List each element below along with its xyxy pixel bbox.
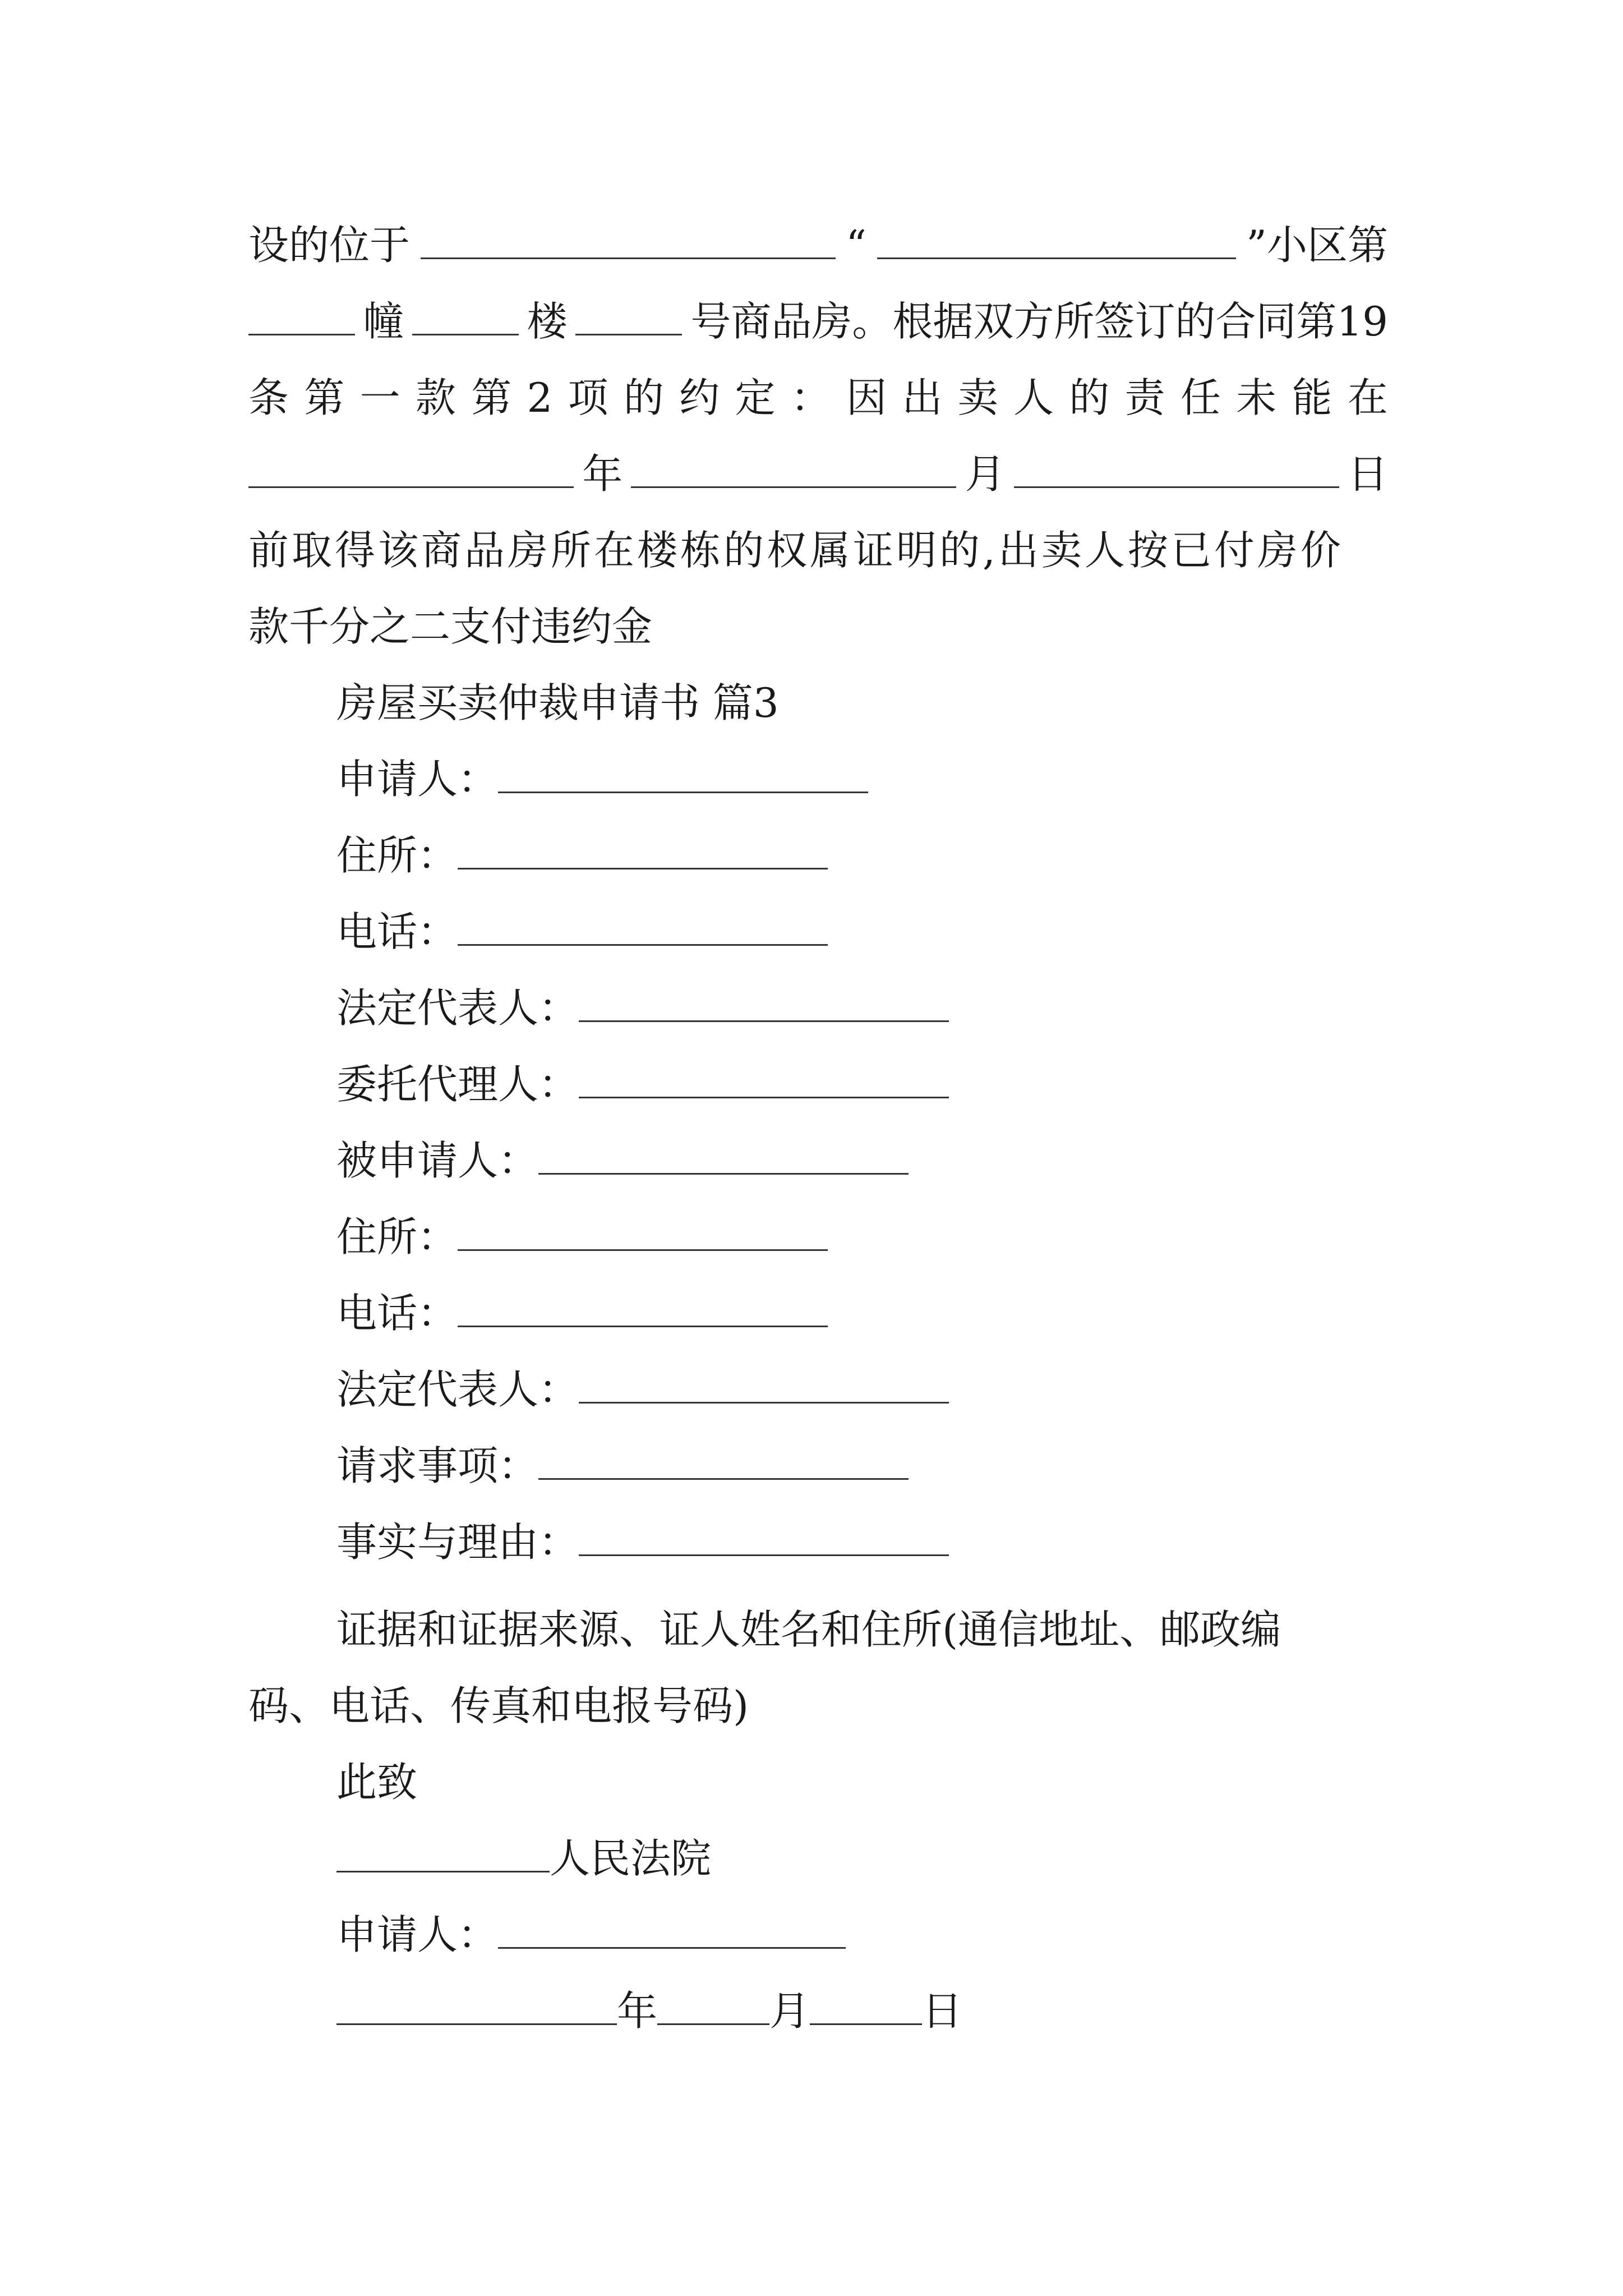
respondent-legal-rep-row — [336, 1361, 949, 1418]
contract-line-1 — [248, 217, 1388, 273]
respondent-legal-rep-blank[interactable] — [579, 1367, 949, 1404]
claims-blank[interactable] — [538, 1443, 909, 1480]
char: 约 — [679, 374, 720, 421]
building-number-blank[interactable] — [248, 299, 355, 335]
contract-line-5: 前取得该商品房所在楼栋的权属证明的,出卖人按已付房价 — [248, 527, 1344, 574]
char: 定 — [735, 374, 776, 421]
respondent-address-row — [336, 1209, 828, 1265]
char: 的 — [1069, 374, 1110, 421]
respondent-phone-label: 电话： — [336, 1290, 458, 1337]
phone-row — [336, 904, 828, 960]
char: 的 — [623, 374, 664, 421]
court-row — [336, 1830, 711, 1887]
facts-row — [336, 1514, 949, 1570]
char: 人 — [1013, 374, 1054, 421]
facts-blank[interactable] — [579, 1520, 949, 1556]
claims-label: 请求事项： — [336, 1442, 539, 1489]
respondent-address-label: 住所： — [336, 1213, 458, 1260]
respondent-address-blank[interactable] — [458, 1214, 828, 1251]
legal-rep-label: 法定代表人： — [336, 984, 579, 1032]
signature-blank[interactable] — [498, 1912, 846, 1949]
community-name-blank[interactable] — [877, 223, 1236, 259]
facts-label: 事实与理由： — [336, 1519, 579, 1566]
date-year-blank[interactable] — [336, 1989, 617, 2025]
date-day-label: 日 — [922, 1987, 963, 2035]
claims-row — [336, 1438, 909, 1494]
agent-row — [336, 1056, 949, 1112]
legal-rep-blank[interactable] — [579, 986, 949, 1022]
agent-label: 委托代理人： — [336, 1061, 579, 1108]
char: 项 — [568, 374, 608, 421]
address-label: 住所： — [336, 832, 458, 879]
char: 卖 — [957, 374, 998, 421]
char: 第 — [304, 374, 345, 421]
char: 能 — [1292, 374, 1332, 421]
date-month-label: 月 — [769, 1987, 810, 2035]
deadline-year-blank[interactable] — [248, 452, 574, 488]
char: ： — [790, 374, 831, 421]
month-label: 月 — [965, 450, 1006, 498]
respondent-row — [336, 1133, 909, 1189]
section-title: 房屋买卖仲裁申请书 篇3 — [336, 679, 779, 726]
legal-rep-row — [336, 980, 949, 1036]
court-suffix: 人民法院 — [550, 1835, 712, 1882]
char: 任 — [1180, 374, 1221, 421]
floor-label: 楼 — [527, 298, 568, 345]
address-blank[interactable] — [458, 833, 828, 869]
char: 因 — [846, 374, 887, 421]
deadline-month-blank[interactable] — [631, 452, 956, 488]
respondent-blank[interactable] — [538, 1138, 909, 1175]
date-year-label: 年 — [617, 1987, 658, 2035]
phone-label: 电话： — [336, 908, 458, 955]
applicant-blank[interactable] — [498, 757, 868, 793]
open-quote: “ — [846, 222, 866, 269]
char: 出 — [902, 374, 943, 421]
char: 款 — [415, 374, 456, 421]
char: 条 — [248, 374, 289, 421]
closing-text: 此致 — [336, 1759, 418, 1806]
applicant-row — [336, 751, 868, 807]
applicant-label: 申请人： — [336, 756, 499, 803]
location-blank[interactable] — [421, 223, 836, 259]
respondent-phone-blank[interactable] — [458, 1291, 828, 1327]
phone-blank[interactable] — [458, 909, 828, 946]
date-day-blank[interactable] — [810, 1989, 922, 2025]
contract-line-6: 款千分之二支付违约金 — [248, 603, 653, 650]
contract-line-2 — [248, 293, 1388, 349]
char: 在 — [1347, 374, 1388, 421]
date-row — [336, 1983, 962, 2039]
signature-row — [336, 1907, 846, 1963]
respondent-phone-row — [336, 1285, 828, 1341]
char: 未 — [1236, 374, 1277, 421]
day-label: 日 — [1347, 450, 1388, 498]
char: 2 — [527, 374, 553, 421]
year-label: 年 — [582, 450, 623, 498]
evidence-line-1: 证据和证据来源、证人姓名和住所(通信地址、邮政编 — [336, 1606, 1281, 1653]
char: 责 — [1124, 374, 1165, 421]
contract-line-4 — [248, 446, 1388, 502]
location-prefix: 设的位于 — [248, 222, 411, 269]
contract-line-3 — [248, 370, 1388, 426]
unit-number-blank[interactable] — [575, 299, 682, 335]
community-suffix: ”小区第 — [1246, 222, 1388, 269]
evidence-line-2: 码、电话、传真和电报号码) — [248, 1682, 749, 1729]
char: 第 — [471, 374, 512, 421]
unit-text: 号商品房。根据双方所签订的合同第19 — [690, 298, 1388, 345]
signature-label: 申请人： — [336, 1911, 499, 1958]
deadline-day-blank[interactable] — [1014, 452, 1339, 488]
building-label: 幢 — [363, 298, 404, 345]
court-name-blank[interactable] — [336, 1836, 550, 1872]
respondent-label: 被申请人： — [336, 1137, 539, 1184]
floor-number-blank[interactable] — [412, 299, 519, 335]
char: 一 — [359, 374, 400, 421]
address-row — [336, 827, 828, 884]
respondent-legal-rep-label: 法定代表人： — [336, 1366, 579, 1413]
agent-blank[interactable] — [579, 1062, 949, 1098]
date-month-blank[interactable] — [657, 1989, 769, 2025]
